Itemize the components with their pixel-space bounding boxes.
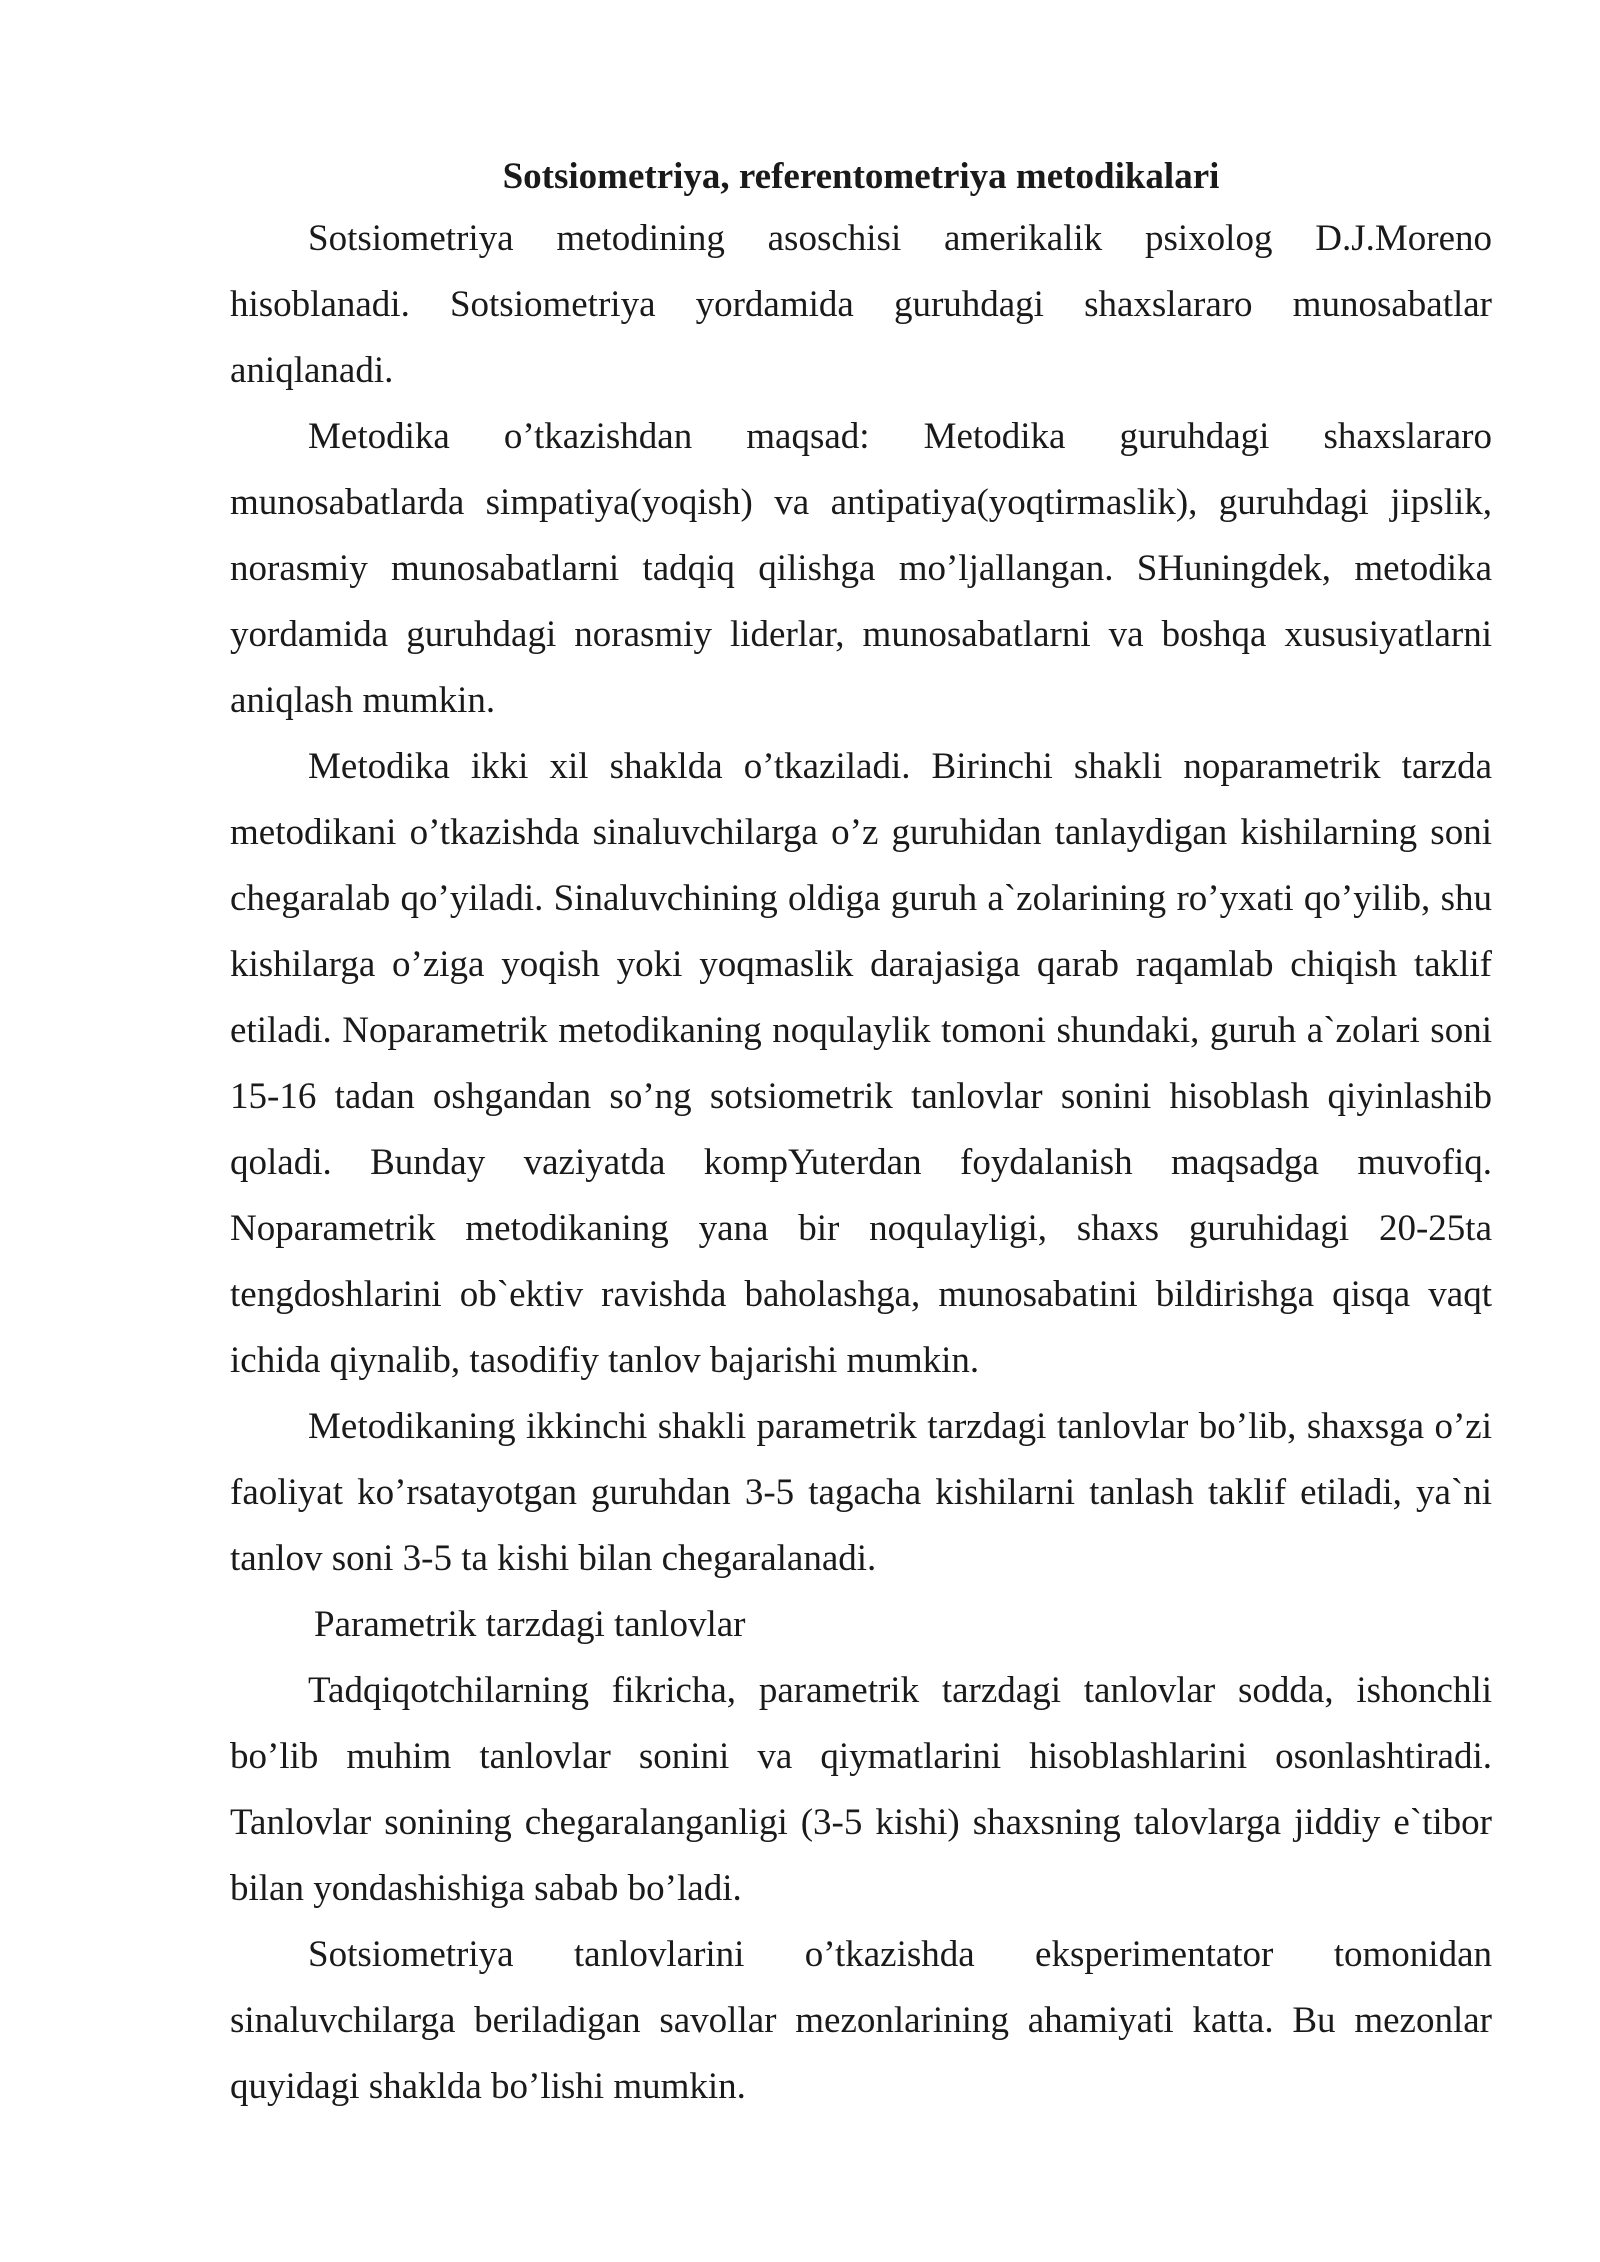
paragraph-parametric: Metodikaning ikkinchi shakli parametrik tarzdagi tanlovlar bo’lib, shaxsga o’zi faoliyat ko’rsatayotgan guruhdan 3-5 tagacha kishilarni tanlash taklif etiladi, ya`ni tanlov soni 3-5 ta kishi bilan chegaralanadi. (230, 1406, 1492, 1579)
section-subheading: Parametrik tarzdagi tanlovlar (314, 1604, 746, 1645)
paragraph-criteria: Sotsiometriya tanlovlarini o’tkazishda eksperimentator tomonidan sinaluvchilarga beriladigan savollar mezonlarining ahamiyati katta. Bu mezonlar quyidagi shaklda bo’lishi mumkin. (230, 1934, 1492, 2107)
paragraph-nonparametric: Metodika ikki xil shaklda o’tkaziladi. Birinchi shakli noparametrik tarzda metodikani o’tkazishda sinaluvchilarga o’z guruhidan tanlaydigan kishilarning soni chegaralab qo’yiladi. Sinaluvchining oldiga guruh a`zolarining ro’yxati qo’yilib, shu kishilarga o’ziga yoqish yoki yoqmaslik darajasiga qarab raqamlab chiqish taklif etiladi. Noparametrik metodikaning noqulaylik tomoni shundaki, guruh a`zolari soni 15-16 tadan oshgandan so’ng sotsiometrik tanlovlar sonini hisoblash qiyinlashib qoladi. Bunday vaziyatda kompYuterdan foydalanish maqsadga muvofiq. Noparametrik metodikaning yana bir noqulayligi, shaxs guruhidagi 20-25ta tengdoshlarini ob`ektiv ravishda baholashga, munosabatini bildirishga qisqa vaqt ichida qiynalib, tasodifiy tanlov bajarishi mumkin. (230, 746, 1492, 1381)
document-body (230, 148, 1492, 2120)
paragraph-researchers: Tadqiqotchilarning fikricha, parametrik tarzdagi tanlovlar sodda, ishonchli bo’lib muhim tanlovlar sonini va qiymatlarini hisoblashlarini osonlashtiradi. Tanlovlar sonining chegaralanganligi (3-5 kishi) shaxsning talovlarga jiddiy e`tibor bilan yondashishiga sabab bo’ladi. (230, 1670, 1492, 1909)
document-title: Sotsiometriya, referentometriya metodikalari (502, 156, 1220, 197)
paragraph-moreno: Sotsiometriya metodining asoschisi amerikalik psixolog D.J.Moreno hisoblanadi. Sotsiometriya yordamida guruhdagi shaxslararo munosabatlar aniqlanadi. (230, 218, 1492, 391)
paragraph-purpose: Metodika o’tkazishdan maqsad: Metodika guruhdagi shaxslararo munosabatlarda simpatiya(yoqish) va antipatiya(yoqtirmaslik), guruhdagi jipslik, norasmiy munosabatlarni tadqiq qilishga mo’ljallangan. SHuningdek, metodika yordamida guruhdagi norasmiy liderlar, munosabatlarni va boshqa xususiyatlarni aniqlash mumkin. (230, 416, 1492, 721)
